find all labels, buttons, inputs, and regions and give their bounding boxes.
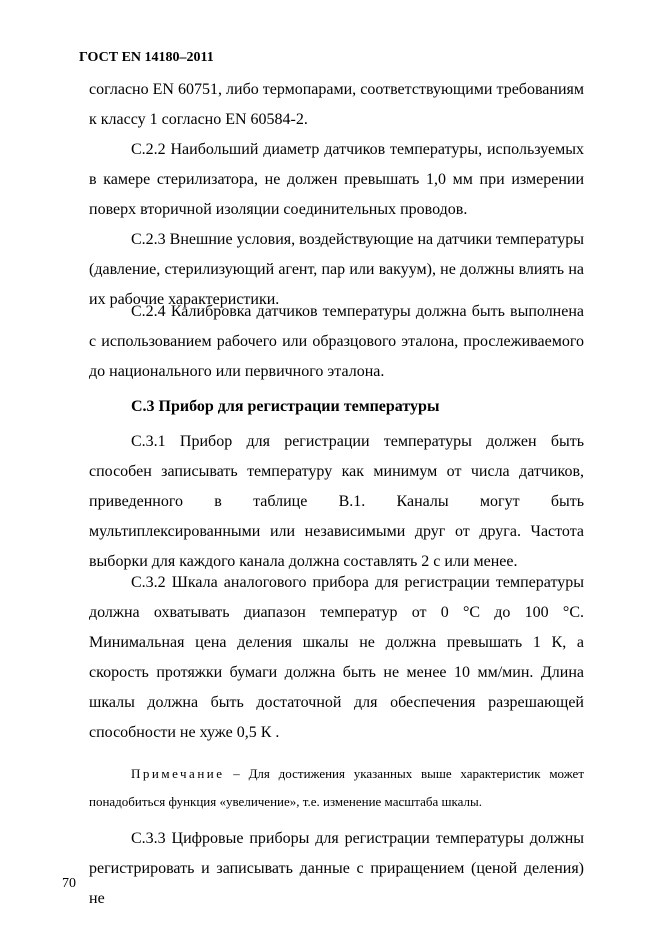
paragraph-c-2-2: С.2.2 Наибольший диаметр датчиков температуры, используемых в камере стерилизатора, не должен превышать 1,0 мм при измерении поверх вторичной изоляции соединительных проводов. <box>89 141 584 218</box>
paragraph-c-3-2: С.3.2 Шкала аналогового прибора для регистрации температуры должна охватывать диапазон температур от 0 °С до 100 °С. Минимальная цена деления шкалы не должна превышать 1 К, а скорость протяжки бумаги должна быть не менее 10 мм/мин. Длина шкалы должна быть достаточной для обеспечения разрешающей способности не хуже 0,5 К . <box>89 574 584 741</box>
paragraph-c-3-3: С.3.3 Цифровые приборы для регистрации температуры должны регистрировать и записывать данные с приращением (ценой деления) не <box>89 830 584 907</box>
paragraph-c-3-1: С.3.1 Прибор для регистрации температуры должен быть способен записывать температуру как минимум от числа датчиков, приведенного в таблице В.1. Каналы могут быть мультиплексированными или независимыми друг от друга. Частота выборки для каждого канала должна составлять 2 с или менее. <box>89 433 584 570</box>
note-paragraph <box>89 760 584 816</box>
paragraph-c-2-4: С.2.4 Калибровка датчиков температуры должна быть выполнена с использованием рабочего или образцового эталона, прослеживаемого до национального или первичного эталона. <box>89 303 584 380</box>
document-header: ГОСТ EN 14180–2011 <box>79 50 214 65</box>
note-text: – Для достижения указанных выше характеристик может понадобиться функция «увеличение», т.е. изменение масштаба шкалы. <box>89 766 584 809</box>
paragraph-c-2-3: С.2.3 Внешние условия, воздействующие на датчики температуры (давление, стерилизующий агент, пар или вакуум), не должны влиять на их рабочие характеристики. <box>89 231 584 308</box>
paragraph-continuation: согласно EN 60751, либо термопарами, соответствующими требованиям к классу 1 согласно EN 60584-2. <box>89 81 584 128</box>
section-heading-c-3: С.3 Прибор для регистрации температуры <box>131 398 440 415</box>
note-label: Примечание <box>131 766 225 781</box>
page-number: 70 <box>62 876 76 891</box>
